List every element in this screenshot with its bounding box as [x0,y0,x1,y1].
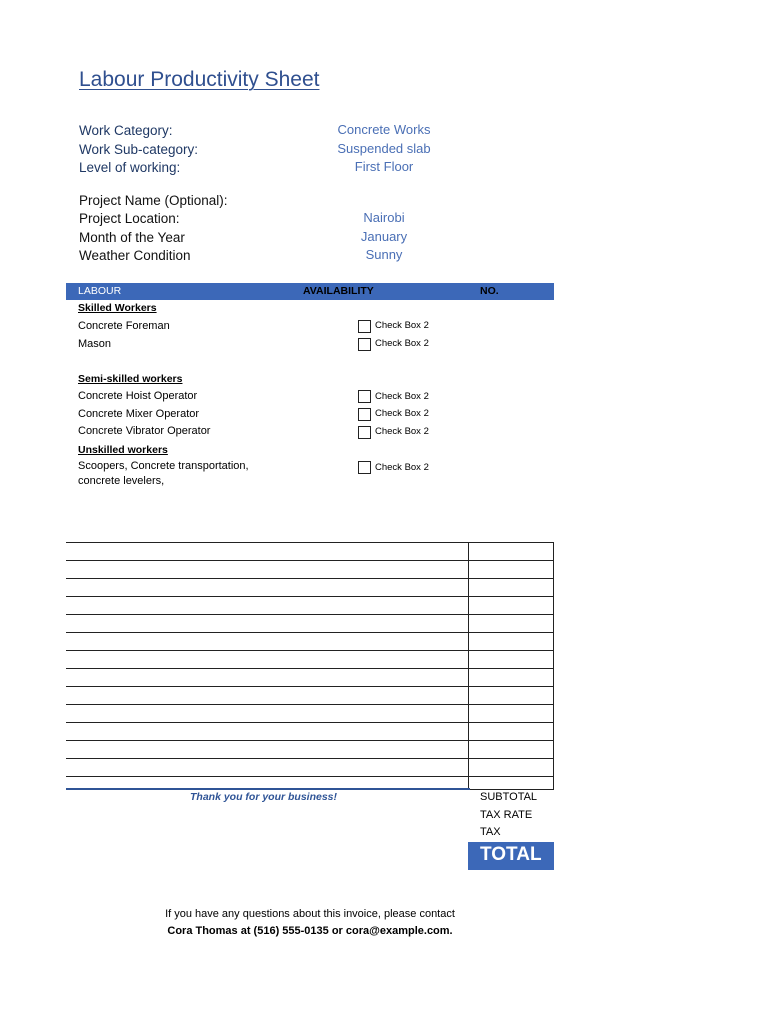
table-cell[interactable] [66,633,468,650]
project-location-value: Nairobi [363,210,405,225]
page-title: Labour Productivity Sheet [79,68,320,91]
tax-label: TAX [480,826,501,838]
project-location-label: Project Location: [79,211,180,226]
list-item-concrete-vibrator-operator: Concrete Vibrator Operator [78,425,211,437]
footer-contact-line: If you have any questions about this invoice, please contact [165,908,455,920]
list-item-concrete-hoist-operator: Concrete Hoist Operator [78,390,198,402]
checkbox-label: Check Box 2 [375,462,429,473]
skilled-workers-heading: Skilled Workers [78,302,157,314]
work-subcategory-label: Work Sub-category: [79,142,199,157]
table-row [66,560,554,578]
table-bottom-rule [66,788,470,790]
list-item-scoopers-continued: concrete levelers, [78,475,165,487]
table-row [66,542,554,560]
table-row [66,614,554,632]
table-row [66,704,554,722]
table-row [66,632,554,650]
table-cell[interactable] [468,777,554,790]
table-cell[interactable] [468,633,554,650]
total-label: TOTAL [480,844,542,865]
table-cell[interactable] [66,669,468,686]
level-value: First Floor [354,159,414,174]
subtotal-label: SUBTOTAL [480,791,538,803]
table-cell[interactable] [468,597,554,614]
checkbox-label: Check Box 2 [375,408,429,419]
checkbox-concrete-foreman[interactable] [358,320,371,333]
checkbox-concrete-hoist-operator[interactable] [358,390,371,403]
weather-value: Sunny [365,247,403,262]
table-cell[interactable] [66,705,468,722]
work-category-label: Work Category: [79,123,173,138]
table-cell[interactable] [66,543,468,560]
table-cell[interactable] [468,669,554,686]
footer-contact-details: Cora Thomas at (516) 555-0135 or cora@example.com. [167,925,453,937]
table-row [66,722,554,740]
labour-column-header: LABOUR [78,285,122,297]
table-cell[interactable] [468,687,554,704]
checkbox-label: Check Box 2 [375,320,429,331]
table-cell[interactable] [66,597,468,614]
checkbox-concrete-mixer-operator[interactable] [358,408,371,421]
table-cell[interactable] [468,579,554,596]
total-box [468,842,554,870]
checkbox-label: Check Box 2 [375,338,429,349]
labour-header-bar [66,283,554,300]
table-cell[interactable] [66,615,468,632]
table-cell[interactable] [66,723,468,740]
project-name-label: Project Name (Optional): [79,193,228,208]
semi-skilled-workers-heading: Semi-skilled workers [78,373,183,385]
table-cell[interactable] [468,615,554,632]
list-item-mason: Mason [78,338,112,350]
table-row [66,686,554,704]
table-cell[interactable] [468,705,554,722]
table-row [66,596,554,614]
checkbox-scoopers[interactable] [358,461,371,474]
table-row [66,740,554,758]
list-item-concrete-foreman: Concrete Foreman [78,320,170,332]
entries-table [66,542,554,789]
table-row [66,668,554,686]
month-label: Month of the Year [79,230,185,245]
weather-label: Weather Condition [79,248,191,263]
month-value: January [360,229,408,244]
checkbox-label: Check Box 2 [375,426,429,437]
table-cell[interactable] [468,723,554,740]
tax-rate-label: TAX RATE [480,809,533,821]
table-cell[interactable] [66,759,468,776]
table-cell[interactable] [468,543,554,560]
table-cell[interactable] [66,561,468,578]
work-category-value: Concrete Works [337,122,431,137]
list-item-scoopers: Scoopers, Concrete transportation, [78,460,249,472]
level-label: Level of working: [79,160,181,175]
table-cell[interactable] [468,651,554,668]
checkbox-mason[interactable] [358,338,371,351]
availability-column-header: AVAILABILITY [303,285,374,297]
table-cell[interactable] [66,651,468,668]
table-cell[interactable] [66,741,468,758]
table-cell[interactable] [66,579,468,596]
table-cell[interactable] [468,561,554,578]
list-item-concrete-mixer-operator: Concrete Mixer Operator [78,408,200,420]
table-row [66,650,554,668]
table-cell[interactable] [66,687,468,704]
table-row [66,578,554,596]
checkbox-label: Check Box 2 [375,391,429,402]
checkbox-concrete-vibrator-operator[interactable] [358,426,371,439]
unskilled-workers-heading: Unskilled workers [78,444,168,456]
table-cell[interactable] [468,759,554,776]
table-row [66,758,554,776]
number-column-header: NO. [480,285,499,297]
work-subcategory-value: Suspended slab [337,141,431,156]
table-cell[interactable] [468,741,554,758]
thank-you-note: Thank you for your business! [190,791,338,803]
